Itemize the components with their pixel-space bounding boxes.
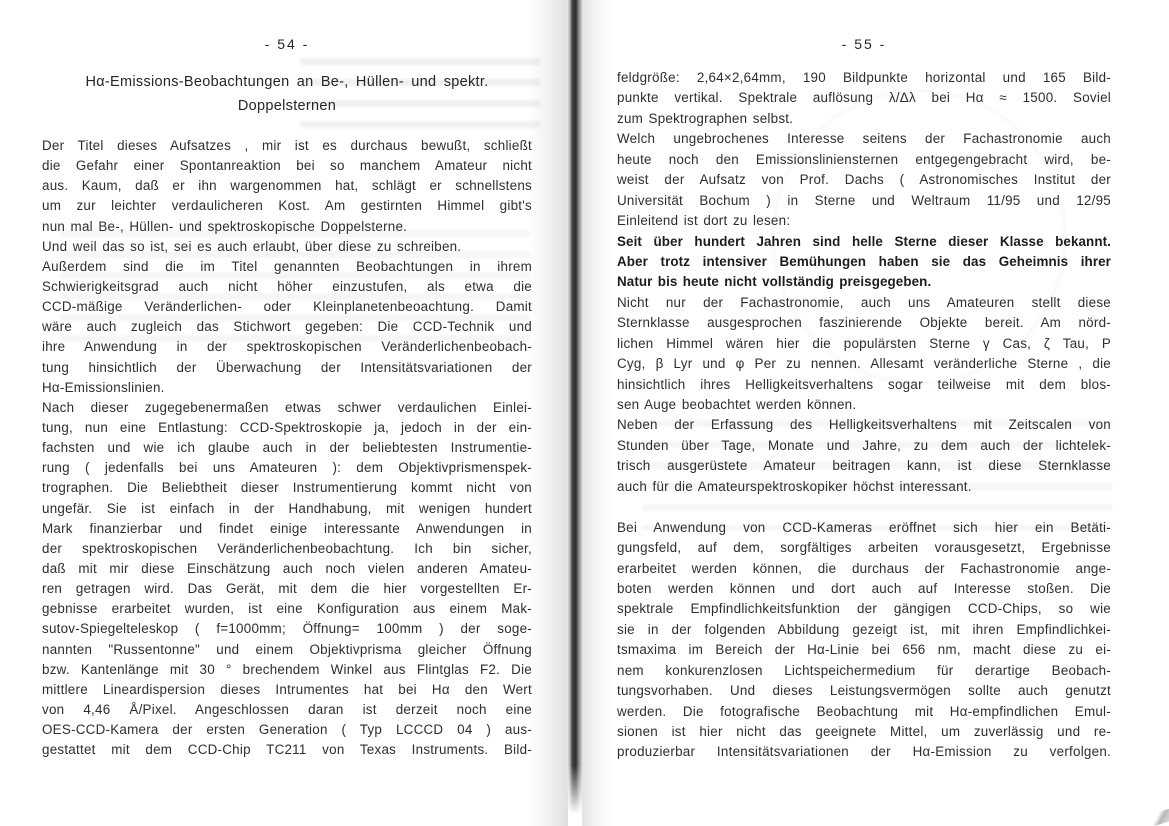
text-line: Sternklasse ausgesprochen faszinierende Objekte bereit. Am nörd- — [617, 315, 1111, 331]
text-line: OES-CCD-Kamera der ersten Generation ( Typ LCCCD 04 ) aus- — [42, 722, 532, 738]
text-line: Außerdem sind die im Titel genannten Beobachtungen in ihrem — [42, 258, 532, 274]
text-line — [617, 497, 1111, 517]
text-line: nannten "Russentonne" und einem Objektivprisma gleicher Öffnung — [42, 641, 532, 657]
text-line: sutov-Spiegelteleskop ( f=1000mm; Öffnung= 100mm ) der soge- — [42, 621, 532, 637]
text-line: tung hinsichtlich der Überwachung der Intensitätsvariationen der — [42, 359, 532, 375]
page-number: - 55 - — [841, 36, 887, 52]
text-line: Seit über hundert Jahren sind helle Sterne dieser Klasse bekannt. — [617, 233, 1111, 249]
text-line: hinsichtlich ihres Helligkeitsverhaltens sogar teilweise mit dem blos- — [617, 376, 1111, 392]
text-line: gebnisse erarbeitet wurden, ist eine Konfiguration aus einem Mak- — [42, 601, 532, 617]
text-line: von 4,46 Å/Pixel. Angeschlossen daran ist derzeit noch eine — [42, 701, 532, 717]
text-line: sie in der folgenden Abbildung gezeigt ist, mit ihren Empfindlichkei- — [617, 621, 1111, 637]
text-line: Welch ungebrochenes Interesse seitens der Fachastronomie auch — [617, 131, 1111, 147]
text-line: aus. Kaum, daß er ihn wargenommen hat, schlägt er schnellstens — [42, 178, 532, 194]
text-line: fachsten und wie ich glaube auch in der beliebtesten Instrumentie- — [42, 440, 532, 456]
text-line: die Gefahr einer Spontanreaktion bei so manchem Amateur nicht — [42, 158, 532, 174]
page-corner-mark — [1142, 807, 1169, 826]
text-line: Nicht nur der Fachastronomie, auch uns Amateuren stellt diese — [617, 294, 1111, 310]
text-line: um zur leichter verdaulicheren Kost. Am gestirnten Himmel gibt's — [42, 198, 532, 214]
text-line: Schwierigkeitsgrad auch nicht höher einzustufen, als etwa die — [42, 278, 532, 294]
text-line: daß mit mir diese Einschätzung auch noch vielen anderen Amateu- — [42, 560, 532, 576]
page-54-body-text — [42, 136, 532, 760]
page-55-column — [617, 36, 1111, 760]
text-line: Mark finanzierbar und findet einige interessante Anwendungen in — [42, 520, 532, 536]
text-line: rung ( jedenfalls bei uns Amateuren ): dem Objektivprismenspek- — [42, 460, 532, 476]
text-line: trisch ausgerüstete Amateur beitragen kann, ist diese Sternklasse — [617, 458, 1111, 474]
article-title — [42, 70, 532, 118]
text-line: ren getragen wird. Das Gerät, mit dem die hier vorgestellten Er- — [42, 581, 532, 597]
text-line: Einleitend ist dort zu lesen: — [617, 213, 791, 229]
page-number: - 54 - — [264, 36, 310, 52]
article-title-line2: Doppelsternen — [237, 98, 337, 114]
article-title-line1: Hα-Emissions-Beobachtungen an Be-, Hüllen- und spektr. — [85, 74, 489, 90]
text-line: Bei Anwendung von CCD-Kameras eröffnet sich hier ein Betäti- — [617, 519, 1111, 535]
page-55 — [582, 0, 1169, 826]
text-line: ihre Anwendung in der spektroskopischen Veränderlichenbeobach- — [42, 339, 532, 355]
text-line: produzierbar Intensitätsvariationen der Hα-Emission zu verfolgen. — [617, 744, 1111, 760]
text-line: tung, nun eine Entlastung: CCD-Spektroskopie ja, jedoch in der ein- — [42, 419, 532, 435]
text-line: bzw. Kantenlänge mit 30 ° brechendem Winkel aus Flintglas F2. Die — [42, 661, 532, 677]
text-line: lichen Himmel wären hier die populärsten Sterne γ Cas, ζ Tau, P — [617, 335, 1111, 351]
text-line: Hα-Emissionslinien. — [42, 379, 165, 395]
text-line: ungefär. Sie ist einfach in der Handhabung, mit wenigen hundert — [42, 500, 532, 516]
text-line: Natur bis heute nicht vollständig preisgegeben. — [617, 274, 932, 290]
text-line: sionen ist hier nicht das geeignete Mittel, um zuverlässig und re- — [617, 724, 1111, 739]
text-line: Nach dieser zugegebenermaßen etwas schwer verdaulichen Einlei- — [42, 399, 532, 415]
text-line: Stunden über Tage, Monate und Jahre, zu dem auch der lichtelek- — [617, 437, 1111, 453]
text-line: punkte vertikal. Spektrale auflösung λ/Δλ bei Hα ≈ 1500. Soviel — [617, 90, 1111, 106]
text-line: boten werden können und dort auch auf Interesse stoßen. Die — [617, 580, 1111, 596]
text-line: Der Titel dieses Aufsatzes , mir ist es durchaus bewußt, schließt — [42, 138, 532, 153]
page-55-body-text — [617, 68, 1111, 763]
text-line: erarbeitet werden können, die durchaus der Fachastronomie ange- — [617, 560, 1111, 576]
text-line: Universität Bochum ) in Sterne und Weltraum 11/95 und 12/95 — [617, 192, 1111, 208]
text-line: spektrale Empfindlichkeitsfunktion der gängigen CCD-Chips, so wie — [617, 601, 1111, 617]
text-line: nun mal Be-, Hüllen- und spektroskopische Doppelsterne. — [42, 218, 408, 234]
text-line: gestattet mit dem CCD-Chip TC211 von Texas Instruments. Bild- — [42, 742, 532, 758]
text-line: zum Spektrographen selbst. — [617, 110, 794, 126]
text-line: weist der Aufsatz von Prof. Dachs ( Astronomisches Institut der — [617, 172, 1111, 188]
text-line: CCD-mäßige Veränderlichen- oder Kleinplanetenbeoachtung. Damit — [42, 299, 532, 315]
binding-gutter-shadow — [567, 0, 583, 814]
text-line: Neben der Erfassung des Helligkeitsverhaltens mit Zeitscalen von — [617, 417, 1111, 433]
text-line: auch für die Amateurspektroskopiker höchst interessant. — [617, 478, 972, 494]
text-line: der spektroskopischen Veränderlichenbeobachtung. Ich bin sicher, — [42, 540, 532, 556]
text-line: Cyg, β Lyr und φ Per zu nennen. Allesamt veränderliche Sterne , die — [617, 356, 1111, 372]
text-line: mittlere Lineardispersion dieses Intrumentes hat bei Hα den Wert — [42, 681, 532, 697]
text-line: Aber trotz intensiver Bemühungen haben sie das Geheimnis ihrer — [617, 253, 1111, 269]
page-54 — [0, 0, 568, 826]
text-line: trographen. Die Beliebtheit dieser Instrumentierung kommt nicht von — [42, 480, 532, 496]
text-line: gungsfeld, auf dem, sorgfältiges arbeiten vorausgesetzt, Ergebnisse — [617, 540, 1111, 556]
text-line: heute noch den Emissionsliniensternen entgegengebracht wird, be- — [617, 151, 1111, 167]
text-line: tungsvorhaben. Und dieses Leistungsvermögen sollte auch genutzt — [617, 683, 1111, 699]
page-54-column — [42, 36, 532, 758]
text-line: Und weil das so ist, sei es auch erlaubt, über diese zu schreiben. — [42, 238, 462, 254]
text-line: tsmaxima im Bereich der Hα-Linie bei 656 nm, macht diese zu ei- — [617, 642, 1111, 658]
text-line: werden. Die fotografische Beobachtung mit Hα-empfindlichen Emul- — [617, 703, 1111, 719]
text-line: sen Auge beobachtet werden können. — [617, 397, 857, 412]
text-line: feldgröße: 2,64×2,64mm, 190 Bildpunkte horizontal und 165 Bild- — [617, 70, 1111, 85]
text-line: wäre auch zugleich das Stichwort gegeben: Die CCD-Technik und — [42, 319, 532, 335]
text-line: nem konkurenzlosen Lichtspeichermedium für derartige Beobach- — [617, 662, 1111, 678]
